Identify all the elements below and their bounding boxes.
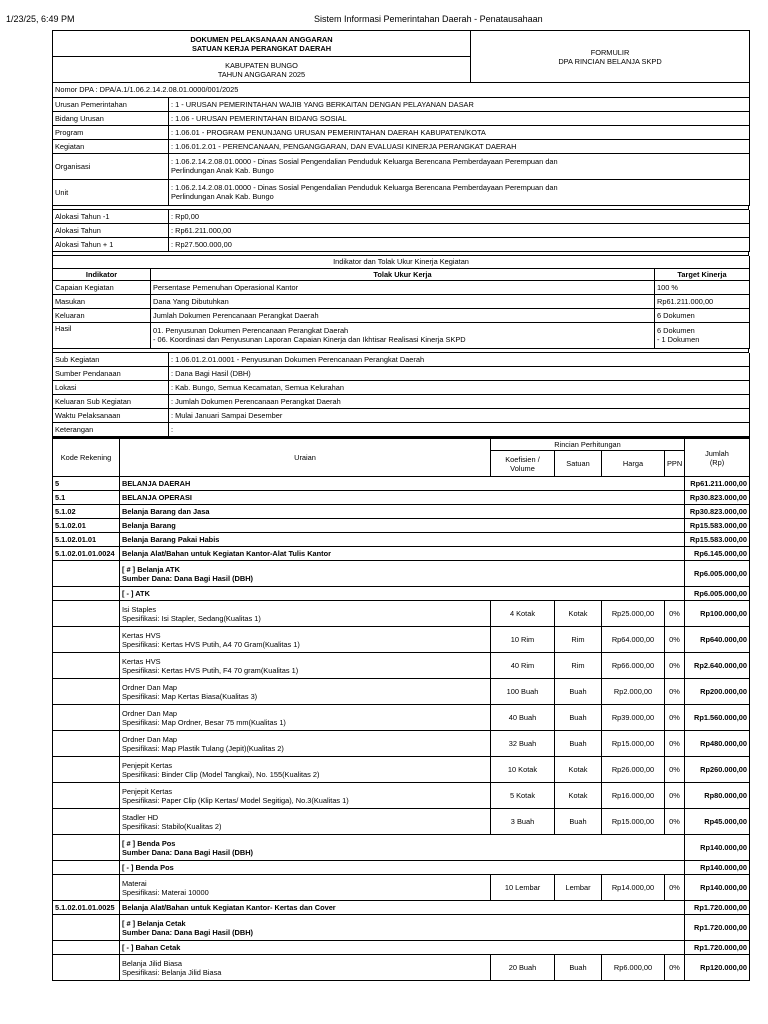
tolak-ukur	[151, 280, 655, 294]
info-table	[52, 83, 750, 206]
rincian-row	[53, 835, 750, 861]
tolak-ukur	[151, 308, 655, 322]
jumlah: Rp15.583.000,00	[685, 533, 750, 547]
koefisien: 40 Rim	[491, 653, 555, 679]
target-kinerja	[655, 322, 750, 348]
harga: Rp15.000,00	[602, 731, 665, 757]
kode-rekening	[53, 955, 120, 981]
rincian-row	[53, 519, 750, 533]
kode-rekening: 5.1.02.01.01.0024	[53, 547, 120, 561]
ppn: 0%	[665, 627, 685, 653]
indikator-name: Capaian Kegiatan	[53, 280, 151, 294]
rincian-row	[53, 653, 750, 679]
kode-rekening: 5.1.02.01.01.0025	[53, 901, 120, 915]
koefisien: 32 Buah	[491, 731, 555, 757]
alokasi-value: : Rp0,00	[169, 210, 750, 224]
info-value-line: Perlindungan Anak Kab. Bungo	[171, 192, 274, 201]
uraian: BELANJA OPERASI	[120, 491, 685, 505]
uraian	[120, 705, 491, 731]
sumber-dana: Sumber Dana: Dana Bagi Hasil (DBH)	[122, 573, 254, 583]
col-jumlah-unit: (Rp)	[709, 457, 725, 467]
harga: Rp66.000,00	[602, 653, 665, 679]
rincian-row	[53, 861, 750, 875]
jumlah: Rp6.005.000,00	[685, 587, 750, 601]
rincian-row	[53, 941, 750, 955]
jumlah: Rp1.720.000,00	[685, 941, 750, 955]
koefisien: 5 Kotak	[491, 783, 555, 809]
target-line: - 1 Dokumen	[657, 335, 700, 344]
uraian	[120, 731, 491, 757]
item-spesifikasi: Spesifikasi: Map Plastik Tulang (Jepit)(Kualitas 2)	[122, 743, 284, 753]
rincian-row	[53, 955, 750, 981]
jumlah: Rp1.560.000,00	[685, 705, 750, 731]
sub-info-row	[53, 423, 750, 437]
tolak-ukur-line: Persentase Pemenuhan Operasional Kantor	[153, 282, 299, 292]
group-title: [ # ] Belanja Cetak	[122, 918, 186, 928]
uraian	[120, 915, 685, 941]
satuan: Kotak	[555, 757, 602, 783]
item-spesifikasi: Spesifikasi: Materai 10000	[122, 887, 209, 897]
uraian	[120, 679, 491, 705]
target-line: 6 Dokumen	[657, 310, 695, 320]
harga: Rp16.000,00	[602, 783, 665, 809]
harga: Rp39.000,00	[602, 705, 665, 731]
jumlah: Rp200.000,00	[685, 679, 750, 705]
harga: Rp64.000,00	[602, 627, 665, 653]
info-value-line: Perlindungan Anak Kab. Bungo	[171, 166, 274, 175]
title-line-3: KABUPATEN BUNGO	[225, 60, 298, 70]
kode-rekening	[53, 941, 120, 955]
uraian	[120, 875, 491, 901]
indikator-row	[53, 322, 750, 348]
info-label: Unit	[53, 179, 169, 205]
item-name: Kertas HVS	[122, 630, 161, 640]
satuan: Buah	[555, 955, 602, 981]
dpa-document	[52, 30, 749, 981]
title-line-2: SATUAN KERJA PERANGKAT DAERAH	[191, 43, 332, 53]
rincian-row	[53, 491, 750, 505]
info-row	[53, 153, 750, 179]
ppn: 0%	[665, 601, 685, 627]
kode-rekening	[53, 731, 120, 757]
sub-info-label: Lokasi	[53, 381, 169, 395]
rincian-row	[53, 561, 750, 587]
jumlah: Rp2.640.000,00	[685, 653, 750, 679]
col-target: Target Kinerja	[655, 268, 750, 280]
col-jumlah-label: Jumlah	[705, 448, 729, 458]
title-block	[52, 30, 750, 83]
kode-rekening	[53, 627, 120, 653]
koefisien: 3 Buah	[491, 809, 555, 835]
col-koefisien-label: Koefisien /	[505, 454, 540, 464]
uraian	[120, 835, 685, 861]
info-label: Bidang Urusan	[53, 111, 169, 125]
rincian-row	[53, 809, 750, 835]
info-row	[53, 111, 750, 125]
ppn: 0%	[665, 809, 685, 835]
item-name: Ordner Dan Map	[122, 734, 178, 744]
harga: Rp15.000,00	[602, 809, 665, 835]
koefisien: 10 Rim	[491, 627, 555, 653]
jumlah: Rp15.583.000,00	[685, 519, 750, 533]
sub-info-value: : 1.06.01.2.01.0001 - Penyusunan Dokumen Perencanaan Perangkat Daerah	[169, 353, 750, 367]
tolak-ukur-line: 01. Penyusunan Dokumen Perencanaan Perangkat Daerah	[153, 326, 349, 335]
harga: Rp6.000,00	[602, 955, 665, 981]
sub-info-label: Waktu Pelaksanaan	[53, 409, 169, 423]
item-spesifikasi: Spesifikasi: Paper Clip (Klip Kertas/ Model Segitiga), No.3(Kualitas 1)	[122, 795, 349, 805]
jumlah: Rp80.000,00	[685, 783, 750, 809]
sub-info-value: : Mulai Januari Sampai Desember	[169, 409, 750, 423]
item-name: Kertas HVS	[122, 656, 161, 666]
alokasi-value: : Rp27.500.000,00	[169, 238, 750, 252]
sub-info-row	[53, 381, 750, 395]
print-header	[0, 14, 768, 26]
koefisien: 20 Buah	[491, 955, 555, 981]
uraian	[120, 627, 491, 653]
sub-info-label: Keterangan	[53, 423, 169, 437]
alokasi-label: Alokasi Tahun + 1	[53, 238, 169, 252]
tolak-ukur-line: Jumlah Dokumen Perencanaan Perangkat Daerah	[153, 310, 319, 320]
info-row	[53, 179, 750, 205]
uraian: [ - ] Benda Pos	[120, 861, 685, 875]
koefisien: 10 Kotak	[491, 757, 555, 783]
satuan: Buah	[555, 705, 602, 731]
ppn: 0%	[665, 679, 685, 705]
uraian: Belanja Barang Pakai Habis	[120, 533, 685, 547]
indikator-name: Hasil	[53, 322, 151, 348]
item-spesifikasi: Spesifikasi: Map Kertas Biasa(Kualitas 3)	[122, 691, 258, 701]
rincian-row	[53, 757, 750, 783]
col-volume-label: Volume	[510, 463, 535, 473]
info-row	[53, 97, 750, 111]
harga: Rp26.000,00	[602, 757, 665, 783]
koefisien: 10 Lembar	[491, 875, 555, 901]
info-row	[53, 125, 750, 139]
kode-rekening	[53, 861, 120, 875]
col-ppn: PPN	[665, 451, 685, 477]
info-value	[169, 125, 750, 139]
sub-info-value: :	[169, 423, 750, 437]
sumber-dana: Sumber Dana: Dana Bagi Hasil (DBH)	[122, 847, 254, 857]
uraian: BELANJA DAERAH	[120, 477, 685, 491]
alokasi-label: Alokasi Tahun -1	[53, 210, 169, 224]
sumber-dana: Sumber Dana: Dana Bagi Hasil (DBH)	[122, 927, 254, 937]
sub-info-label: Keluaran Sub Kegiatan	[53, 395, 169, 409]
item-spesifikasi: Spesifikasi: Binder Clip (Model Tangkai), No. 155(Kualitas 2)	[122, 769, 320, 779]
print-datetime: 1/23/25, 6:49 PM	[6, 14, 75, 24]
col-indikator: Indikator	[53, 268, 151, 280]
uraian: [ - ] Bahan Cetak	[120, 941, 685, 955]
ppn: 0%	[665, 955, 685, 981]
kode-rekening	[53, 653, 120, 679]
group-title: [ # ] Benda Pos	[122, 838, 176, 848]
item-spesifikasi: Spesifikasi: Isi Stapler, Sedang(Kualitas 1)	[122, 613, 261, 623]
item-name: Penjepit Kertas	[122, 786, 173, 796]
item-name: Ordner Dan Map	[122, 682, 178, 692]
sub-info-row	[53, 395, 750, 409]
item-spesifikasi: Spesifikasi: Kertas HVS Putih, A4 70 Gram(Kualitas 1)	[122, 639, 300, 649]
jumlah: Rp140.000,00	[685, 861, 750, 875]
koefisien: 40 Buah	[491, 705, 555, 731]
info-label: Kegiatan	[53, 139, 169, 153]
kode-rekening	[53, 835, 120, 861]
target-line: Rp61.211.000,00	[657, 296, 714, 306]
form-info	[471, 31, 750, 83]
jumlah: Rp45.000,00	[685, 809, 750, 835]
info-value-line: : 1.06.01 - PROGRAM PENUNJANG URUSAN PEMERINTAHAN DAERAH KABUPATEN/KOTA	[171, 127, 486, 137]
satuan: Kotak	[555, 601, 602, 627]
rincian-row	[53, 533, 750, 547]
info-value	[169, 179, 750, 205]
sub-info-value: : Jumlah Dokumen Perencanaan Perangkat Daerah	[169, 395, 750, 409]
item-name: Isi Staples	[122, 604, 157, 614]
kode-rekening	[53, 587, 120, 601]
group-title: [ # ] Belanja ATK	[122, 564, 180, 574]
alokasi-row	[53, 238, 750, 252]
sub-info-row	[53, 353, 750, 367]
indikator-row	[53, 280, 750, 294]
indikator-name: Masukan	[53, 294, 151, 308]
col-harga: Harga	[602, 451, 665, 477]
target-line: 6 Dokumen	[657, 326, 695, 335]
rincian-row	[53, 477, 750, 491]
harga: Rp2.000,00	[602, 679, 665, 705]
item-name: Ordner Dan Map	[122, 708, 178, 718]
ppn: 0%	[665, 653, 685, 679]
tolak-ukur-line: Dana Yang Dibutuhkan	[153, 296, 229, 306]
ppn: 0%	[665, 875, 685, 901]
harga: Rp25.000,00	[602, 601, 665, 627]
indikator-row	[53, 308, 750, 322]
col-koefisien	[491, 451, 555, 477]
jumlah: Rp6.005.000,00	[685, 561, 750, 587]
satuan: Rim	[555, 627, 602, 653]
kode-rekening	[53, 915, 120, 941]
tolak-ukur	[151, 322, 655, 348]
alokasi-table	[52, 210, 750, 253]
col-satuan: Satuan	[555, 451, 602, 477]
uraian: Belanja Barang dan Jasa	[120, 505, 685, 519]
uraian	[120, 601, 491, 627]
kode-rekening	[53, 705, 120, 731]
target-line: 100 %	[657, 282, 678, 292]
koefisien: 100 Buah	[491, 679, 555, 705]
info-value	[169, 139, 750, 153]
kode-rekening: 5.1.02.01.01	[53, 533, 120, 547]
satuan: Lembar	[555, 875, 602, 901]
uraian	[120, 653, 491, 679]
koefisien: 4 Kotak	[491, 601, 555, 627]
info-value-line: : 1.06.2.14.2.08.01.0000 - Dinas Sosial Pengendalian Penduduk Keluarga Berencana Pemberdayaan Perempuan dan	[171, 183, 558, 192]
jumlah: Rp1.720.000,00	[685, 901, 750, 915]
uraian: Belanja Barang	[120, 519, 685, 533]
title-line-4: TAHUN ANGGARAN 2025	[217, 69, 306, 79]
item-spesifikasi: Spesifikasi: Belanja Jilid Biasa	[122, 967, 222, 977]
item-name: Penjepit Kertas	[122, 760, 173, 770]
jumlah: Rp480.000,00	[685, 731, 750, 757]
sub-kegiatan-table	[52, 353, 750, 438]
sub-info-row	[53, 367, 750, 381]
sub-info-value: : Dana Bagi Hasil (DBH)	[169, 367, 750, 381]
item-name: Stadler HD	[122, 812, 159, 822]
info-label: Organisasi	[53, 153, 169, 179]
ppn: 0%	[665, 783, 685, 809]
alokasi-value: : Rp61.211.000,00	[169, 224, 750, 238]
rincian-row	[53, 587, 750, 601]
jumlah: Rp120.000,00	[685, 955, 750, 981]
harga: Rp14.000,00	[602, 875, 665, 901]
kode-rekening	[53, 757, 120, 783]
kode-rekening: 5.1.02.01	[53, 519, 120, 533]
rincian-row	[53, 875, 750, 901]
title-line-1: DOKUMEN PELAKSANAAN ANGGARAN	[190, 34, 333, 44]
uraian: Belanja Alat/Bahan untuk Kegiatan Kantor- Kertas dan Cover	[120, 901, 685, 915]
rincian-row	[53, 731, 750, 757]
uraian	[120, 809, 491, 835]
target-kinerja	[655, 308, 750, 322]
rincian-row	[53, 705, 750, 731]
kode-rekening: 5.1.02	[53, 505, 120, 519]
rincian-row	[53, 505, 750, 519]
info-value-line: : 1 - URUSAN PEMERINTAHAN WAJIB YANG BERKAITAN DENGAN PELAYANAN DASAR	[171, 99, 474, 109]
jumlah: Rp61.211.000,00	[685, 477, 750, 491]
item-name: Belanja Jilid Biasa	[122, 958, 182, 968]
title-sub	[53, 57, 471, 83]
kode-rekening: 5.1	[53, 491, 120, 505]
satuan: Kotak	[555, 783, 602, 809]
nomor-dpa: Nomor DPA : DPA/A.1/1.06.2.14.2.08.01.0000/001/2025	[53, 83, 750, 97]
info-value-line: : 1.06.2.14.2.08.01.0000 - Dinas Sosial Pengendalian Penduduk Keluarga Berencana Pemberdayaan Perempuan dan	[171, 157, 558, 166]
rincian-row	[53, 601, 750, 627]
info-value	[169, 111, 750, 125]
uraian: [ - ] ATK	[120, 587, 685, 601]
ppn: 0%	[665, 705, 685, 731]
indikator-title: Indikator dan Tolak Ukur Kinerja Kegiatan	[53, 256, 750, 268]
item-spesifikasi: Spesifikasi: Map Ordner, Besar 75 mm(Kualitas 1)	[122, 717, 286, 727]
jumlah: Rp30.823.000,00	[685, 491, 750, 505]
jumlah: Rp260.000,00	[685, 757, 750, 783]
col-rincian-perhitungan: Rincian Perhitungan	[491, 438, 685, 451]
uraian	[120, 757, 491, 783]
info-value-line: : 1.06.01.2.01 - PERENCANAAN, PENGANGGARAN, DAN EVALUASI KINERJA PERANGKAT DAERAH	[171, 141, 517, 151]
rincian-row	[53, 915, 750, 941]
jumlah: Rp100.000,00	[685, 601, 750, 627]
uraian	[120, 561, 685, 587]
info-value-line: : 1.06 - URUSAN PEMERINTAHAN BIDANG SOSIAL	[171, 113, 347, 123]
indikator-row	[53, 294, 750, 308]
kode-rekening	[53, 783, 120, 809]
rincian-row	[53, 547, 750, 561]
jumlah: Rp6.145.000,00	[685, 547, 750, 561]
rincian-table	[52, 437, 750, 981]
jumlah: Rp30.823.000,00	[685, 505, 750, 519]
jumlah: Rp640.000,00	[685, 627, 750, 653]
alokasi-row	[53, 210, 750, 224]
tolak-ukur	[151, 294, 655, 308]
info-label: Urusan Pemerintahan	[53, 97, 169, 111]
kode-rekening	[53, 875, 120, 901]
item-spesifikasi: Spesifikasi: Kertas HVS Putih, F4 70 gram(Kualitas 1)	[122, 665, 299, 675]
alokasi-row	[53, 224, 750, 238]
form-name: DPA RINCIAN BELANJA SKPD	[558, 56, 662, 66]
alokasi-label: Alokasi Tahun	[53, 224, 169, 238]
rincian-row	[53, 679, 750, 705]
sub-info-row	[53, 409, 750, 423]
target-kinerja	[655, 294, 750, 308]
info-row	[53, 139, 750, 153]
ppn: 0%	[665, 757, 685, 783]
jumlah: Rp140.000,00	[685, 875, 750, 901]
sub-info-label: Sumber Pendanaan	[53, 367, 169, 381]
col-tolak-ukur: Tolak Ukur Kerja	[151, 268, 655, 280]
item-spesifikasi: Spesifikasi: Stabilo(Kualitas 2)	[122, 821, 222, 831]
indikator-table	[52, 256, 750, 349]
satuan: Buah	[555, 731, 602, 757]
title-main	[53, 31, 471, 57]
info-value	[169, 153, 750, 179]
uraian	[120, 783, 491, 809]
kode-rekening	[53, 561, 120, 587]
rincian-row	[53, 901, 750, 915]
rincian-row	[53, 783, 750, 809]
col-uraian: Uraian	[120, 438, 491, 477]
uraian: Belanja Alat/Bahan untuk Kegiatan Kantor-Alat Tulis Kantor	[120, 547, 685, 561]
info-label: Program	[53, 125, 169, 139]
item-name: Materai	[122, 878, 147, 888]
jumlah: Rp1.720.000,00	[685, 915, 750, 941]
target-kinerja	[655, 280, 750, 294]
uraian	[120, 955, 491, 981]
col-jumlah	[685, 438, 750, 477]
sub-info-label: Sub Kegiatan	[53, 353, 169, 367]
info-value	[169, 97, 750, 111]
jumlah: Rp140.000,00	[685, 835, 750, 861]
sub-info-value: : Kab. Bungo, Semua Kecamatan, Semua Kelurahan	[169, 381, 750, 395]
col-kode-rekening: Kode Rekening	[53, 438, 120, 477]
kode-rekening	[53, 809, 120, 835]
satuan: Buah	[555, 809, 602, 835]
indikator-name: Keluaran	[53, 308, 151, 322]
kode-rekening: 5	[53, 477, 120, 491]
kode-rekening	[53, 679, 120, 705]
system-title: Sistem Informasi Pemerintahan Daerah - Penatausahaan	[314, 14, 543, 24]
ppn: 0%	[665, 731, 685, 757]
satuan: Buah	[555, 679, 602, 705]
rincian-row	[53, 627, 750, 653]
kode-rekening	[53, 601, 120, 627]
tolak-ukur-line: - 06. Koordinasi dan Penyusunan Laporan Capaian Kinerja dan Ikhtisar Realisasi Kinerja SKPD	[153, 335, 466, 344]
form-label: FORMULIR	[590, 47, 630, 57]
satuan: Rim	[555, 653, 602, 679]
